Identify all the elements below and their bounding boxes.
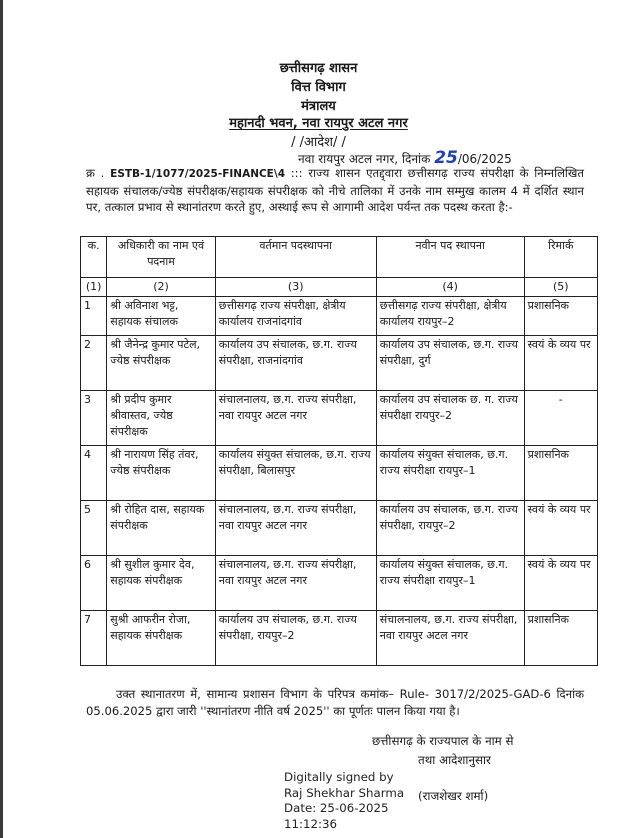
transfer-table xyxy=(80,236,598,666)
table-row xyxy=(81,297,598,336)
cell-new: कार्यालय संयुक्त संचालक, छ.ग. राज्य संपरीक्षा रायपुर–1 xyxy=(376,556,524,611)
header-new-posting: नवीन पद स्थापना xyxy=(376,237,524,278)
digital-sign-time: 11:12:36 xyxy=(284,816,337,831)
table-row xyxy=(81,556,598,611)
cell-sno: 7 xyxy=(81,611,107,666)
cell-name: श्री सुशील कुमार देव, सहायक संपरीक्षक xyxy=(107,556,215,611)
date-month-year: /06/2025 xyxy=(457,152,512,166)
cell-remark: प्रशासनिक xyxy=(524,611,597,666)
order-title: / /आदेश/ / xyxy=(291,135,346,150)
header-name: अधिकारी का नाम एवं पदनाम xyxy=(107,237,215,278)
cell-current: कार्यालय उप संचालक, छ.ग. राज्य संपरीक्षा, रायपुर–2 xyxy=(215,611,376,666)
cell-new: छत्तीसगढ़ राज्य संपरीक्षा, क्षेत्रीय कार्यालय रायपुर–2 xyxy=(376,297,524,336)
authority-line-1: छत्तीसगढ़ के राज्यपाल के नाम से xyxy=(372,734,514,748)
digital-sign-date: Date: 25-06-2025 xyxy=(284,801,389,815)
cell-sno: 2 xyxy=(81,336,107,391)
colnum-4: (4) xyxy=(376,278,524,297)
cell-remark: स्वयं के व्यय पर xyxy=(524,501,597,556)
cell-name: श्री जैनेन्द्र कुमार पटेल, ज्येष्ठ संपरीक्षक xyxy=(107,336,215,391)
cell-new: कार्यालय उप संचालक, छ.ग. राज्य संपरीक्षा, रायपुर–2 xyxy=(376,501,524,556)
cell-current: कार्यालय संयुक्त संचालक, छ.ग. राज्य संपरीक्षा, बिलासपुर xyxy=(215,446,376,501)
header-current-posting: वर्तमान पदस्थापना xyxy=(215,237,376,278)
ref-separator: ::: xyxy=(290,166,303,180)
cell-current: संचालनालय, छ.ग. राज्य संपरीक्षा, नवा रायपुर अटल नगर xyxy=(215,501,376,556)
digital-signer-name: Raj Shekhar Sharma xyxy=(284,785,405,800)
cell-current: संचालनालय, छ.ग. राज्य संपरीक्षा, नवा रायपुर अटल नगर xyxy=(215,391,376,446)
cell-sno: 6 xyxy=(81,556,107,611)
table-row xyxy=(81,501,598,556)
header-address: महानदी भवन, नवा रायपुर अटल नगर xyxy=(229,116,408,131)
cell-current: संचालनालय, छ.ग. राज्य संपरीक्षा, नवा रायपुर अटल नगर xyxy=(215,556,376,611)
header-remark: रिमार्क xyxy=(524,237,597,278)
cell-remark: - xyxy=(524,391,597,446)
cell-name: श्री रोहित दास, सहायक संपरीक्षक xyxy=(107,501,215,556)
closing-paragraph: उक्त स्थानातरण में, सामान्य प्रशासन विभाग के परिपत्र कमांक– Rule- 3017/2/2025-GAD-6 दिनांक 05.06.2025 द्वारा जारी ''स्थानांतरण नीति वर्ष 2025'' का पूर्णतः पालन किया गया है। xyxy=(86,687,584,718)
ref-prefix: क्र . xyxy=(86,166,105,180)
cell-current: कार्यालय उप संचालक, छ.ग. राज्य संपरीक्षा, राजनांदगांव xyxy=(215,336,376,391)
cell-sno: 5 xyxy=(81,501,107,556)
colnum-5: (5) xyxy=(524,278,597,297)
table-header-row xyxy=(81,237,598,278)
header-government: छत्तीसगढ़ शासन xyxy=(279,61,358,76)
intro-paragraph xyxy=(86,165,584,216)
colnum-3: (3) xyxy=(215,278,376,297)
cell-remark: स्वयं के व्यय पर xyxy=(524,556,597,611)
cell-name: सुश्री आफरीन रोजा, सहायक संपरीक्षक xyxy=(107,611,215,666)
colnum-1: (1) xyxy=(81,278,107,297)
colnum-2: (2) xyxy=(107,278,215,297)
cell-current: छत्तीसगढ़ राज्य संपरीक्षा, क्षेत्रीय कार्यालय राजनांदगांव xyxy=(215,297,376,336)
date-place: नवा रायपुर अटल नगर, दिनांक xyxy=(298,152,431,166)
table-row xyxy=(81,611,598,666)
reference-number: ESTB-1/1077/2025-FINANCE\4 xyxy=(110,168,285,180)
digital-signed-by: Digitally signed by xyxy=(284,770,394,784)
cell-remark: प्रशासनिक xyxy=(524,297,597,336)
cell-name: श्री नारायण सिंह तंवर, ज्येष्ठ संपरीक्षक xyxy=(107,446,215,501)
cell-remark: स्वयं के व्यय पर xyxy=(524,336,597,391)
table-row xyxy=(81,391,598,446)
header-department: वित्त विभाग xyxy=(291,80,346,95)
header-ministry: मंत्रालय xyxy=(301,99,336,114)
cell-new: संचालनालय, छ.ग. राज्य संपरीक्षा, नवा रायपुर अटल नगर xyxy=(376,611,524,666)
column-number-row xyxy=(81,278,598,297)
cell-sno: 3 xyxy=(81,391,107,446)
cell-name: श्री अविनाश भट्ट, सहायक संचालक xyxy=(107,297,215,336)
date-day-handwritten: 25 xyxy=(434,148,458,168)
table-row xyxy=(81,336,598,391)
cell-sno: 4 xyxy=(81,446,107,501)
authority-line-2: तथा आदेशानुसार xyxy=(418,753,491,767)
cell-remark: प्रशासनिक xyxy=(524,446,597,501)
cell-new: कार्यालय उप संचालक छ. ग. राज्य संपरीक्षा रायपुर–2 xyxy=(376,391,524,446)
cell-sno: 1 xyxy=(81,297,107,336)
signatory-name-hindi: (राजशेखर शर्मा) xyxy=(418,789,489,803)
digital-signature-block xyxy=(284,770,404,832)
header-sno: क. xyxy=(81,237,107,278)
cell-new: कार्यालय उप संचालक, छ.ग. राज्य संपरीक्षा, दुर्ग xyxy=(376,336,524,391)
intro-text: राज्य शासन एतद्द्वारा छत्तीसगढ़ राज्य संपरीक्षा के निम्नलिखित सहायक संचालक/ज्येष्ठ संपरीक्षक/सहायक संपरीक्षक को नीचे तालिका में उनके नाम सम्मुख कालम 4 में दर्शित स्थान पर, तत्काल प्रभाव से स्थानांतरण करते हुए, अस्थाई रूप से आगामी आदेश पर्यन्त तक पदस्थ करता है:- xyxy=(86,166,585,214)
cell-name: श्री प्रदीप कुमार श्रीवास्तव, ज्येष्ठ संपरीक्षक xyxy=(107,391,215,446)
cell-new: कार्यालय संयुक्त संचालक, छ.ग. राज्य संपरीक्षा रायपुर–1 xyxy=(376,446,524,501)
table-row xyxy=(81,446,598,501)
